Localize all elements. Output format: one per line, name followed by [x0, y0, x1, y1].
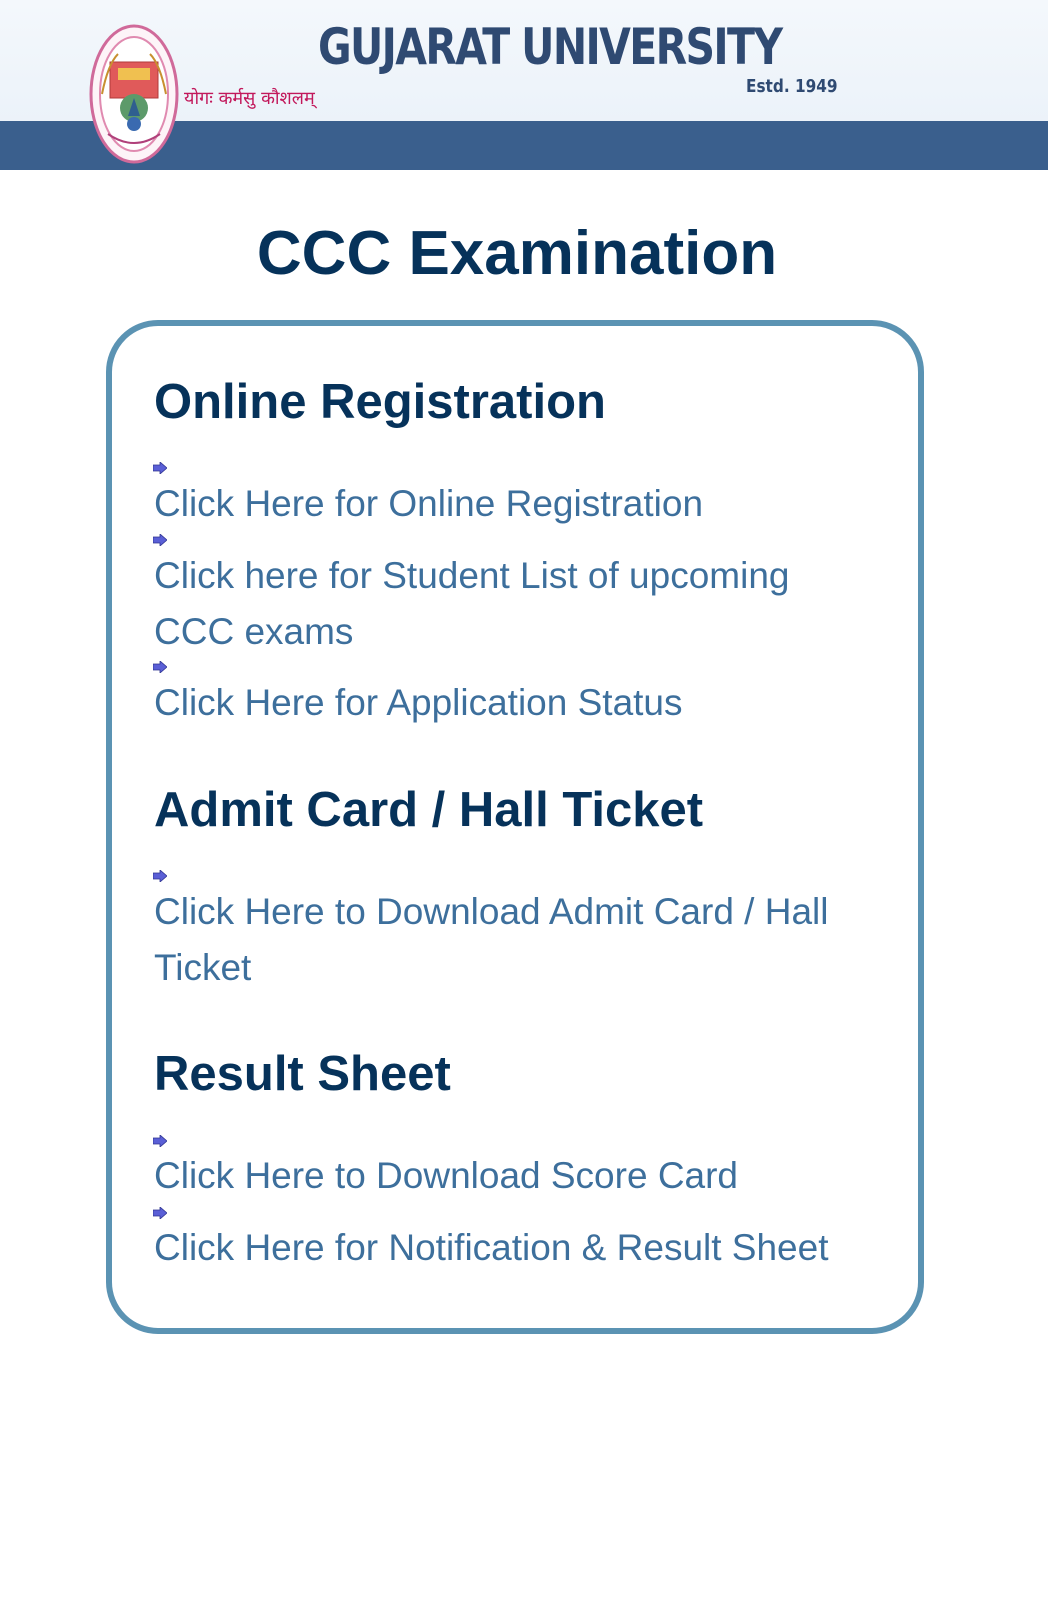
link-label-continued: Ticket: [154, 947, 252, 988]
university-name[interactable]: GUJARAT UNIVERSITY: [318, 18, 782, 76]
established-year: Estd. 1949: [746, 76, 838, 97]
link-label: Click Here for Application Status: [154, 682, 683, 723]
link-label-continued: CCC exams: [154, 611, 354, 652]
link-label: Click Here to Download Admit Card / Hall: [154, 891, 829, 932]
arrow-right-icon: [153, 1135, 167, 1147]
page-title: CCC Examination: [256, 219, 778, 288]
link-label: Click Here for Online Registration: [154, 483, 704, 524]
arrow-right-icon: [153, 534, 167, 546]
arrow-right-icon: [153, 870, 167, 882]
student-list-link[interactable]: [154, 548, 790, 660]
arrow-right-icon: [153, 462, 167, 474]
section-heading-admit-card: Admit Card / Hall Ticket: [154, 783, 704, 837]
section-heading-online-registration: Online Registration: [154, 375, 606, 429]
application-status-link[interactable]: [154, 675, 683, 731]
section-heading-result-sheet: Result Sheet: [154, 1047, 451, 1101]
university-motto: योगः कर्मसु कौशलम्: [184, 88, 315, 109]
download-admit-card-link[interactable]: [154, 884, 828, 996]
university-seal-icon[interactable]: [88, 24, 180, 170]
link-label: Click Here for Notification & Result Sheet: [154, 1227, 829, 1268]
online-registration-link[interactable]: [154, 476, 703, 532]
site-header: [0, 0, 1048, 170]
arrow-right-icon: [153, 661, 167, 673]
link-label: Click here for Student List of upcoming: [154, 555, 790, 596]
download-score-card-link[interactable]: [154, 1148, 738, 1204]
link-label: Click Here to Download Score Card: [154, 1155, 739, 1196]
notification-result-sheet-link[interactable]: [154, 1220, 829, 1276]
arrow-right-icon: [153, 1207, 167, 1219]
